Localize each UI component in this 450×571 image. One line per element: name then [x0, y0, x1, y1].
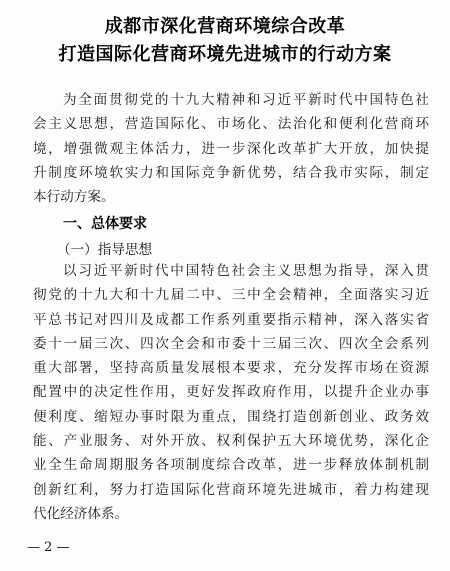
intro-paragraph	[33, 88, 429, 209]
page-number: — 2 —	[27, 540, 70, 555]
paragraph-line: 便利度、缩短办事时限为重点，围绕打造创新创业、政务效	[33, 408, 429, 425]
paragraph-line: 能、产业服务、对外开放、权利保护五大环境优势，深化企	[33, 433, 429, 450]
paragraph-line: 彻党的十九大和十九届二中、三中全会精神，全面落实习近	[33, 287, 429, 304]
paragraph-line: 本行动方案。	[33, 189, 115, 206]
paragraph-line: 创新红利，努力打造国际化营商环境先进城市，着力构建现	[33, 481, 429, 498]
paragraph-line: 会主义思想，营造国际化、市场化、法治化和便利化营商环	[33, 116, 429, 133]
paragraph-line: 以习近平新时代中国特色社会主义思想为指导，深入贯	[63, 263, 429, 279]
paragraph-line: 平总书记对四川及成都工作系列重要指示精神，深入落实省	[33, 311, 429, 328]
paragraph-line: 代化经济体系。	[33, 505, 129, 522]
subsection-heading: （一）指导思想	[57, 242, 153, 258]
section-heading: 一、总体要求	[63, 216, 147, 232]
paragraph-line: 配置中的决定性作用，更好发挥政府作用，以提升企业办事	[33, 384, 429, 401]
paragraph-line: 升制度环境软实力和国际竞争新优势，结合我市实际，制定	[33, 164, 429, 181]
guiding-thought-paragraph	[33, 259, 429, 526]
paragraph-line: 业全生命周期服务各项制度综合改革，进一步释放体制机制	[33, 457, 429, 474]
paragraph-line: 委十一届三次、四次全会和市委十三届三次、四次全会系列	[33, 335, 429, 352]
paragraph-line: 境，增强微观主体活力，进一步深化改革扩大开放，加快提	[33, 140, 429, 157]
paragraph-line: 为全面贯彻党的十九大精神和习近平新时代中国特色社	[63, 92, 429, 108]
document-title-line-2: 打造国际化营商环境先进城市的行动方案	[58, 44, 392, 65]
paragraph-line: 重大部署，坚持高质量发展根本要求，充分发挥市场在资源	[33, 360, 429, 377]
document-title-line-1: 成都市深化营商环境综合改革	[104, 16, 346, 37]
